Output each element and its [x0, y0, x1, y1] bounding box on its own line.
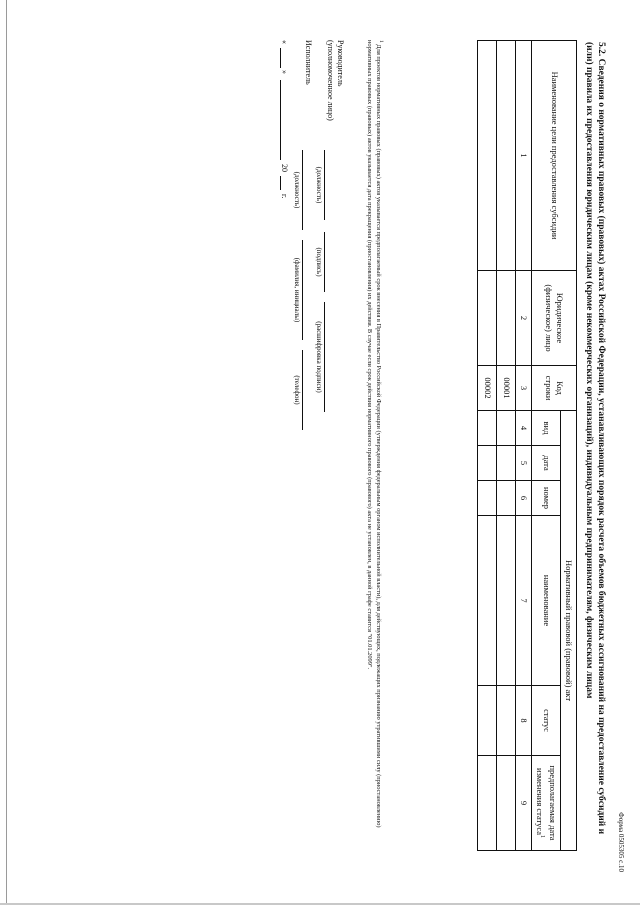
header-status: статус	[532, 686, 561, 756]
header-number: номер	[532, 481, 561, 516]
cell-goal	[478, 41, 497, 271]
header-act-group: Нормативный правовой (правовой) акт	[561, 411, 577, 851]
footnote-text: Для проектов нормативных правовых (правовых) актов указывается предполагаемый срок внесения в Правительство Российской Федерации (утверждения федеральным органом исполнительной власти), для действующих, подлежащих признанию утратившими силу (приостановлению) нормативных правовых (правовых) актов указывается дата прекращения (приостановления) их действия. В случае если срок действия нормативного правового (правового) акта не установлен, в данной графе ставится "01.01.2099".	[366, 40, 382, 828]
head-label-sub: (уполномоченное лицо)	[326, 40, 335, 121]
table-row	[478, 41, 497, 851]
head-label: Руководитель	[336, 40, 345, 87]
cell-kind	[478, 411, 497, 446]
date-close-quote: »	[280, 70, 289, 74]
footnote	[365, 40, 385, 850]
column-number: 5	[516, 446, 532, 481]
head-position-line	[324, 150, 325, 220]
cell-code: 00002	[478, 366, 497, 411]
cell-entity	[478, 271, 497, 366]
cell-number	[478, 481, 497, 516]
scan-edge	[6, 0, 7, 905]
header-expected-date: предполагаемая дата изменения статуса$^1$	[532, 756, 561, 851]
cell-number	[497, 481, 516, 516]
cell-name	[478, 516, 497, 686]
head-signature-line	[324, 232, 325, 292]
section-title: 5.2. Сведения о нормативных правовых (правовых) актах Российской Федерации, устанавливающих порядок расчета объемов бюджетных ассигнований на предоставление субсидий и (или) правила их предоставления юридическим лицам (кроме некоммерческих организаций), индивидуальным предпринимателям, физическим лицам	[584, 42, 606, 835]
date-month-line	[280, 80, 281, 160]
head-decoding-line	[324, 302, 325, 412]
executor-name-line	[302, 240, 303, 340]
executor-position-line	[302, 150, 303, 230]
header-kind: вид	[532, 411, 561, 446]
column-number: 1	[516, 41, 532, 271]
cell-expected-date	[478, 756, 497, 851]
date-year-line	[280, 176, 281, 190]
cell-entity	[497, 271, 516, 366]
table-row	[497, 41, 516, 851]
column-number: 9	[516, 756, 532, 851]
executor-label: Исполнитель	[304, 40, 313, 85]
head-position-caption: (должность)	[315, 166, 323, 204]
head-signature-caption: (подпись)	[315, 247, 323, 277]
header-name: наименование	[532, 516, 561, 686]
date-open-quote: «	[280, 40, 289, 44]
date-year-suffix: г.	[280, 194, 289, 199]
column-number: 8	[516, 686, 532, 756]
cell-name	[497, 516, 516, 686]
date-day-line	[280, 48, 281, 68]
footnote-marker: 1	[378, 40, 384, 43]
cell-status	[497, 686, 516, 756]
column-number: 7	[516, 516, 532, 686]
column-number: 3	[516, 366, 532, 411]
cell-code: 00001	[497, 366, 516, 411]
executor-phone-caption: (телефон)	[293, 375, 301, 405]
executor-position-caption: (должность)	[293, 171, 301, 209]
date-year-prefix: 20	[280, 164, 289, 172]
column-number: 6	[516, 481, 532, 516]
executor-name-caption: (фамилия, инициалы)	[293, 257, 301, 323]
form-id: Форма 0505305 с.10	[617, 812, 625, 872]
acts-table	[477, 40, 577, 851]
rotated-form	[45, 22, 625, 882]
column-number: 2	[516, 271, 532, 366]
executor-phone-line	[302, 350, 303, 430]
header-code: Код строки	[532, 366, 577, 411]
header-goal: Наименование цели предоставления субсидии	[532, 41, 577, 271]
cell-goal	[497, 41, 516, 271]
header-entity: Юридическое (физическое) лицо	[532, 271, 577, 366]
cell-expected-date	[497, 756, 516, 851]
cell-kind	[497, 411, 516, 446]
header-date: дата	[532, 446, 561, 481]
cell-status	[478, 686, 497, 756]
cell-date	[478, 446, 497, 481]
cell-date	[497, 446, 516, 481]
head-decoding-caption: (расшифровка подписи)	[315, 321, 323, 393]
column-number: 4	[516, 411, 532, 446]
